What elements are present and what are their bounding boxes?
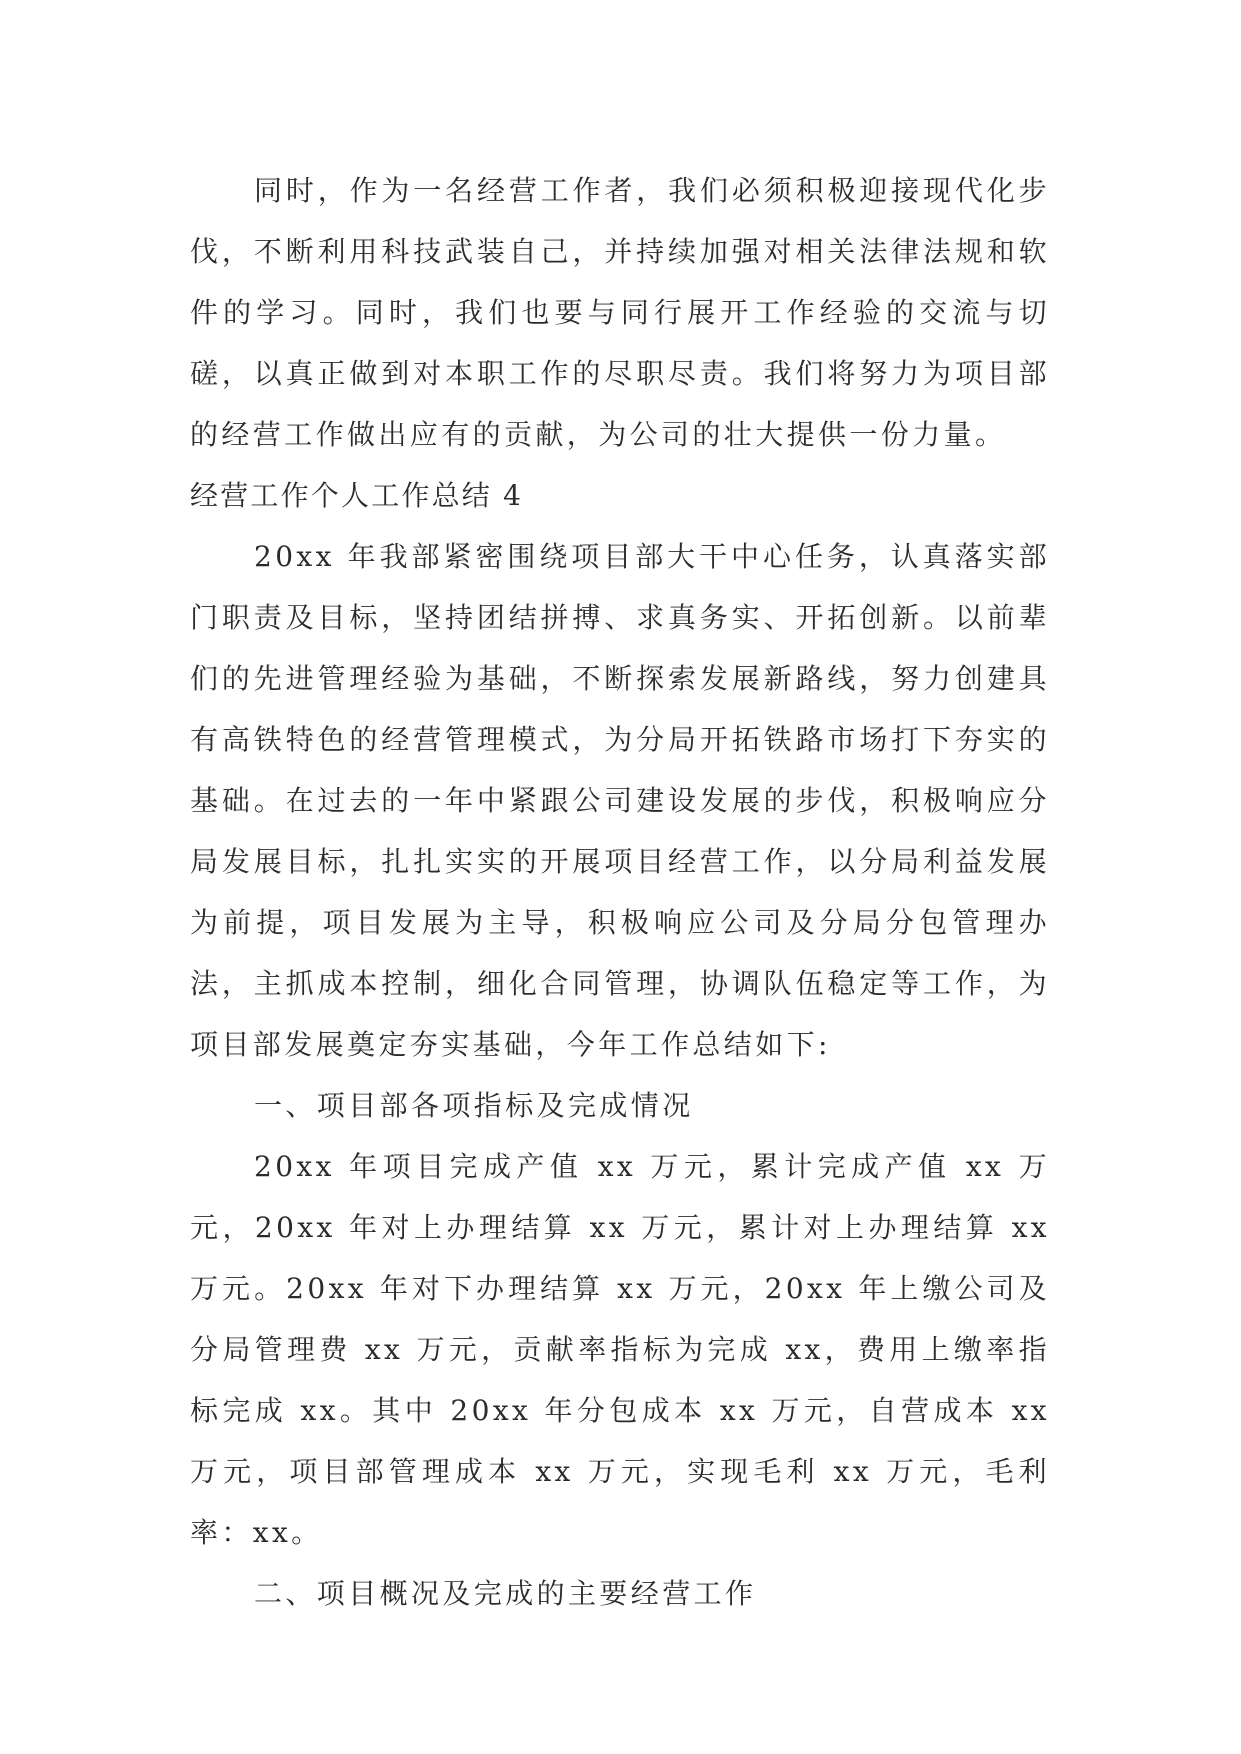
paragraph-indicators: 20xx 年项目完成产值 xx 万元，累计完成产值 xx 万元，20xx 年对上办理结算 xx 万元，累计对上办理结算 xx 万元。20xx 年对下办理结算 xx 万元，20xx 年上缴公司及分局管理费 xx 万元，贡献率指标为完成 xx，费用上缴率指标完成 xx。其中 20xx 年分包成本 xx 万元，自营成本 xx 万元，项目部管理成本 xx 万元，实现毛利 xx 万元，毛利率：xx。 xyxy=(190,1150,1050,1549)
paragraph-closing-commitment: 同时，作为一名经营工作者，我们必须积极迎接现代化步伐，不断利用科技武装自己，并持续加强对相关法律法规和软件的学习。同时，我们也要与同行展开工作经验的交流与切磋，以真正做到对本职工作的尽职尽责。我们将努力为项目部的经营工作做出应有的贡献，为公司的壮大提供一份力量。 xyxy=(190,174,1050,451)
section-title-indicators: 一、项目部各项指标及完成情况 xyxy=(254,1089,694,1122)
document-title: 经营工作个人工作总结 4 xyxy=(190,479,524,512)
document-body xyxy=(190,160,1050,1624)
paragraph-annual-overview: 20xx 年我部紧密围绕项目部大干中心任务，认真落实部门职责及目标，坚持团结拼搏、求真务实、开拓创新。以前辈们的先进管理经验为基础，不断探索发展新路线，努力创建具有高铁特色的经营管理模式，为分局开拓铁路市场打下夯实的基础。在过去的一年中紧跟公司建设发展的步伐，积极响应分局发展目标，扎扎实实的开展项目经营工作，以分局利益发展为前提，项目发展为主导，积极响应公司及分局分包管理办法，主抓成本控制，细化合同管理，协调队伍稳定等工作，为项目部发展奠定夯实基础，今年工作总结如下: xyxy=(190,540,1050,1061)
section-title-overview: 二、项目概况及完成的主要经营工作 xyxy=(254,1577,757,1610)
